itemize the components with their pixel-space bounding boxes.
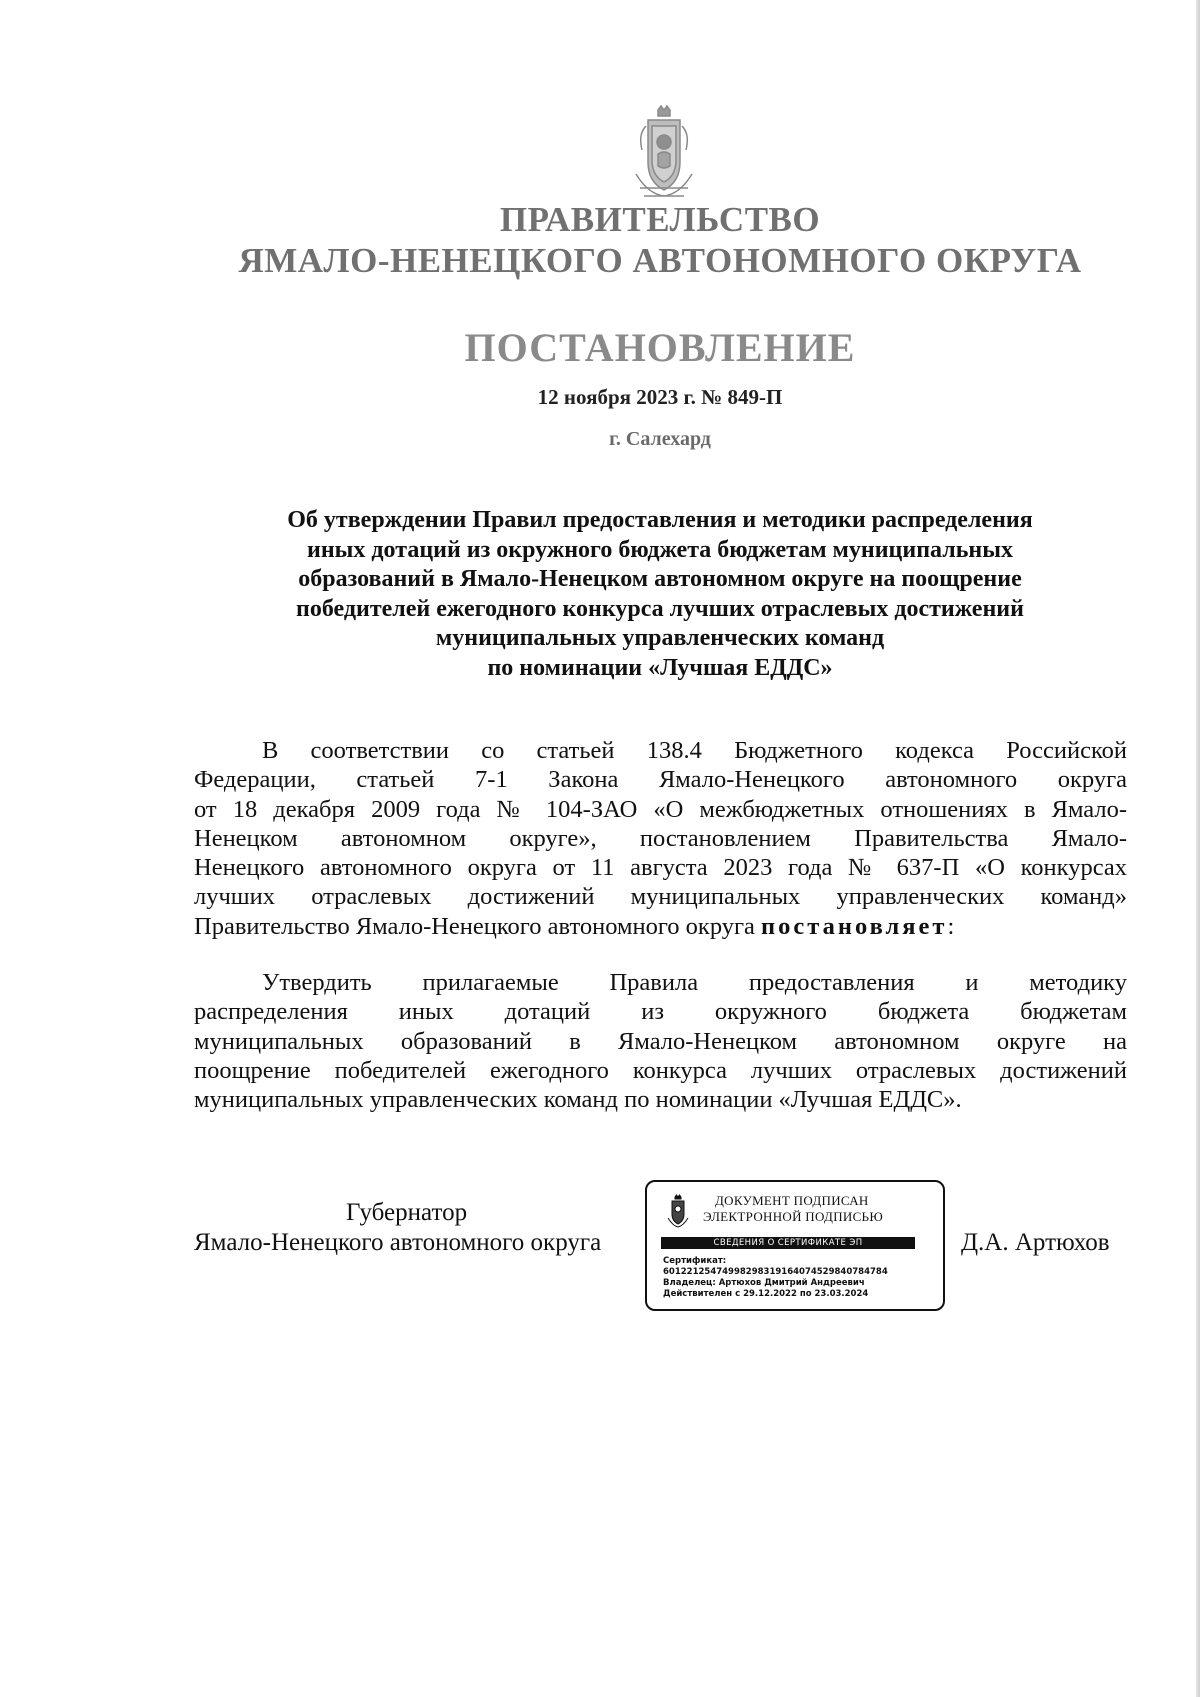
paragraph-line: муниципальных образований в Ямало-Ненецком автономном округе на (194, 1027, 1127, 1055)
decree-prefix: Правительство Ямало-Ненецкого автономного округа (194, 912, 762, 940)
org-title-line-2: ЯМАЛО-НЕНЕЦКОГО АВТОНОМНОГО ОКРУГА (238, 241, 1082, 280)
signatory-role-line-1: Губернатор (346, 1199, 468, 1226)
paragraph-line: муниципальных управленческих команд по номинации «Лучшая ЕДДС». (194, 1086, 962, 1114)
decree-suffix: : (947, 912, 955, 940)
paragraph-line: распределения иных дотаций из окружного бюджета бюджетам (194, 998, 1127, 1026)
stamp-certificate-bar: СВЕДЕНИЯ О СЕРТИФИКАТЕ ЭП (661, 1237, 915, 1249)
paragraph-line: Ненецкого автономного округа от 11 августа 2023 года № 637-П «О конкурсах (194, 854, 1127, 882)
stamp-heading-line-1: ДОКУМЕНТ ПОДПИСАН (715, 1193, 869, 1208)
stamp-cert-label: Сертификат: (663, 1256, 727, 1266)
subject-line: образований в Ямало-Ненецком автономном округе на поощрение (298, 566, 1022, 592)
stamp-validity: Действителен с 29.12.2022 по 23.03.2024 (663, 1289, 869, 1299)
signatory-role-line-2: Ямало-Ненецкого автономного округа (194, 1229, 602, 1256)
paragraph-line: Федерации, статьей 7-1 Закона Ямало-Ненецкого автономного округа (194, 766, 1127, 794)
stamp-heading-line-2: ЭЛЕКТРОННОЙ ПОДПИСЬЮ (703, 1209, 883, 1224)
paragraph-line: В соответствии со статьей 138.4 Бюджетного кодекса Российской (262, 737, 1127, 764)
coat-of-arms-icon (665, 1194, 691, 1228)
paragraph-line: Ненецком автономном округе», постановлением Правительства Ямало- (194, 824, 1127, 852)
document-type-heading: ПОСТАНОВЛЕНИЕ (464, 325, 856, 370)
subject-line: по номинации «Лучшая ЕДДС» (487, 654, 833, 681)
subject-line: победителей ежегодного конкурса лучших отраслевых достижений (296, 595, 1024, 622)
subject-line: Об утверждении Правил предоставления и методики распределения (287, 507, 1033, 533)
decision-paragraph (194, 968, 1127, 1114)
signer-name: Д.А. Артюхов (961, 1229, 1110, 1256)
subject-line: иных дотаций из окружного бюджета бюджетам муниципальных (307, 536, 1013, 563)
preamble-paragraph (194, 736, 1127, 941)
paragraph-line: поощрение победителей ежегодного конкурса лучших отраслевых достижений (194, 1056, 1127, 1084)
paragraph-line: от 18 декабря 2009 года № 104-ЗАО «О межбюджетных отношениях в Ямало- (194, 795, 1127, 823)
stamp-owner: Владелец: Артюхов Дмитрий Андреевич (663, 1278, 865, 1288)
document-subject (200, 506, 1120, 683)
coat-of-arms-icon (628, 104, 700, 202)
electronic-signature-stamp (645, 1180, 945, 1311)
subject-line: муниципальных управленческих команд (435, 625, 885, 651)
decree-word: постановляет (761, 912, 948, 940)
document-date-number: 12 ноября 2023 г. № 849-П (537, 385, 783, 409)
page-edge-shadow (1196, 0, 1200, 1697)
paragraph-line (194, 912, 1127, 941)
stamp-cert-number: 60122125474998298319164074529840784784 (663, 1267, 888, 1277)
org-title-line-1: ПРАВИТЕЛЬСТВО (499, 200, 821, 239)
paragraph-line: Утвердить прилагаемые Правила предоставления и методику (262, 969, 1127, 996)
document-city: г. Салехард (609, 428, 711, 450)
paragraph-line: лучших отраслевых достижений муниципальных управленческих команд» (194, 883, 1127, 911)
signatory-role (194, 1198, 644, 1258)
